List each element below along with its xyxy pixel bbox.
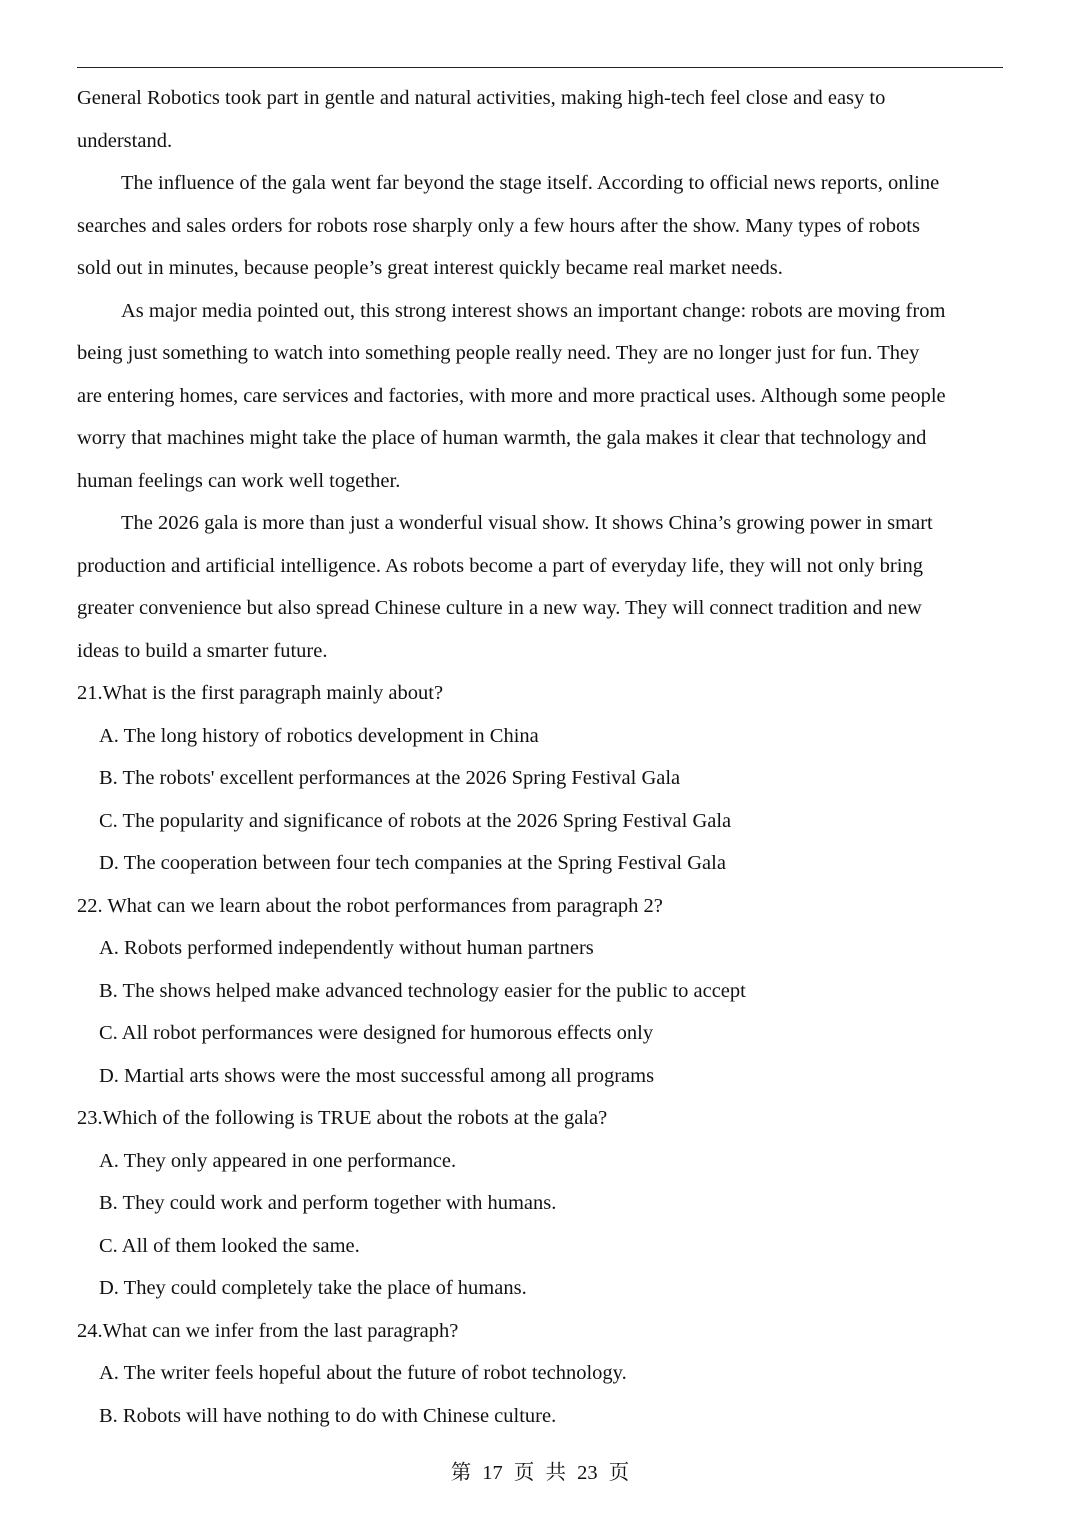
- passage: [77, 77, 1007, 672]
- question-option: A. Robots performed independently without human partners: [99, 937, 594, 959]
- question-option: C. The popularity and significance of robots at the 2026 Spring Festival Gala: [99, 809, 732, 832]
- question-stem: 21.What is the first paragraph mainly about?: [77, 682, 444, 704]
- question-option: C. All of them looked the same.: [99, 1234, 360, 1257]
- question-22: [77, 885, 1007, 1098]
- question-option: B. They could work and perform together with humans.: [99, 1192, 557, 1214]
- question-option: B. The robots' excellent performances at the 2026 Spring Festival Gala: [99, 767, 681, 789]
- passage-line: being just something to watch into something people really need. They are no longer just for fun. They: [77, 342, 920, 364]
- passage-line: As major media pointed out, this strong interest shows an important change: robots are moving from: [121, 299, 946, 322]
- question-option: C. All robot performances were designed for humorous effects only: [99, 1022, 654, 1044]
- passage-line: searches and sales orders for robots rose sharply only a few hours after the show. Many types of robots: [77, 214, 920, 237]
- passage-line: ideas to build a smarter future.: [77, 639, 328, 662]
- question-option: A. They only appeared in one performance.: [99, 1149, 457, 1172]
- question-stem: 24.What can we infer from the last paragraph?: [77, 1319, 459, 1342]
- question-option: B. Robots will have nothing to do with Chinese culture.: [99, 1404, 557, 1427]
- page-content: [77, 77, 1007, 1437]
- question-stem: 23.Which of the following is TRUE about the robots at the gala?: [77, 1107, 608, 1129]
- question-option: B. The shows helped make advanced technology easier for the public to accept: [99, 979, 746, 1002]
- question-stem: 22. What can we learn about the robot performances from paragraph 2?: [77, 894, 663, 917]
- question-23: [77, 1097, 1007, 1310]
- passage-line: worry that machines might take the place of human warmth, the gala makes it clear that technology and: [77, 427, 927, 449]
- question-option: A. The writer feels hopeful about the future of robot technology.: [99, 1362, 627, 1384]
- passage-line: production and artificial intelligence. As robots become a part of everyday life, they will not only bring: [77, 554, 923, 577]
- passage-line: General Robotics took part in gentle and natural activities, making high-tech feel close and easy to: [77, 87, 886, 109]
- question-option: D. Martial arts shows were the most successful among all programs: [99, 1064, 655, 1087]
- question-24: [77, 1310, 1007, 1438]
- passage-line: The 2026 gala is more than just a wonderful visual show. It shows China’s growing power in smart: [121, 512, 933, 534]
- passage-line: understand.: [77, 129, 173, 152]
- page-number-footer: 第 17 页 共 23 页: [450, 1462, 630, 1484]
- passage-line: The influence of the gala went far beyond the stage itself. According to official news reports, online: [121, 172, 940, 194]
- passage-line: sold out in minutes, because people’s great interest quickly became real market needs.: [77, 257, 783, 279]
- question-21: [77, 672, 1007, 885]
- passage-line: human feelings can work well together.: [77, 469, 401, 492]
- question-option: A. The long history of robotics development in China: [99, 724, 539, 747]
- header-rule: [77, 67, 1003, 68]
- passage-line: are entering homes, care services and factories, with more and more practical uses. Although some people: [77, 384, 946, 407]
- question-option: D. The cooperation between four tech companies at the Spring Festival Gala: [99, 852, 726, 874]
- question-option: D. They could completely take the place of humans.: [99, 1277, 527, 1299]
- passage-line: greater convenience but also spread Chinese culture in a new way. They will connect tradition and new: [77, 597, 922, 619]
